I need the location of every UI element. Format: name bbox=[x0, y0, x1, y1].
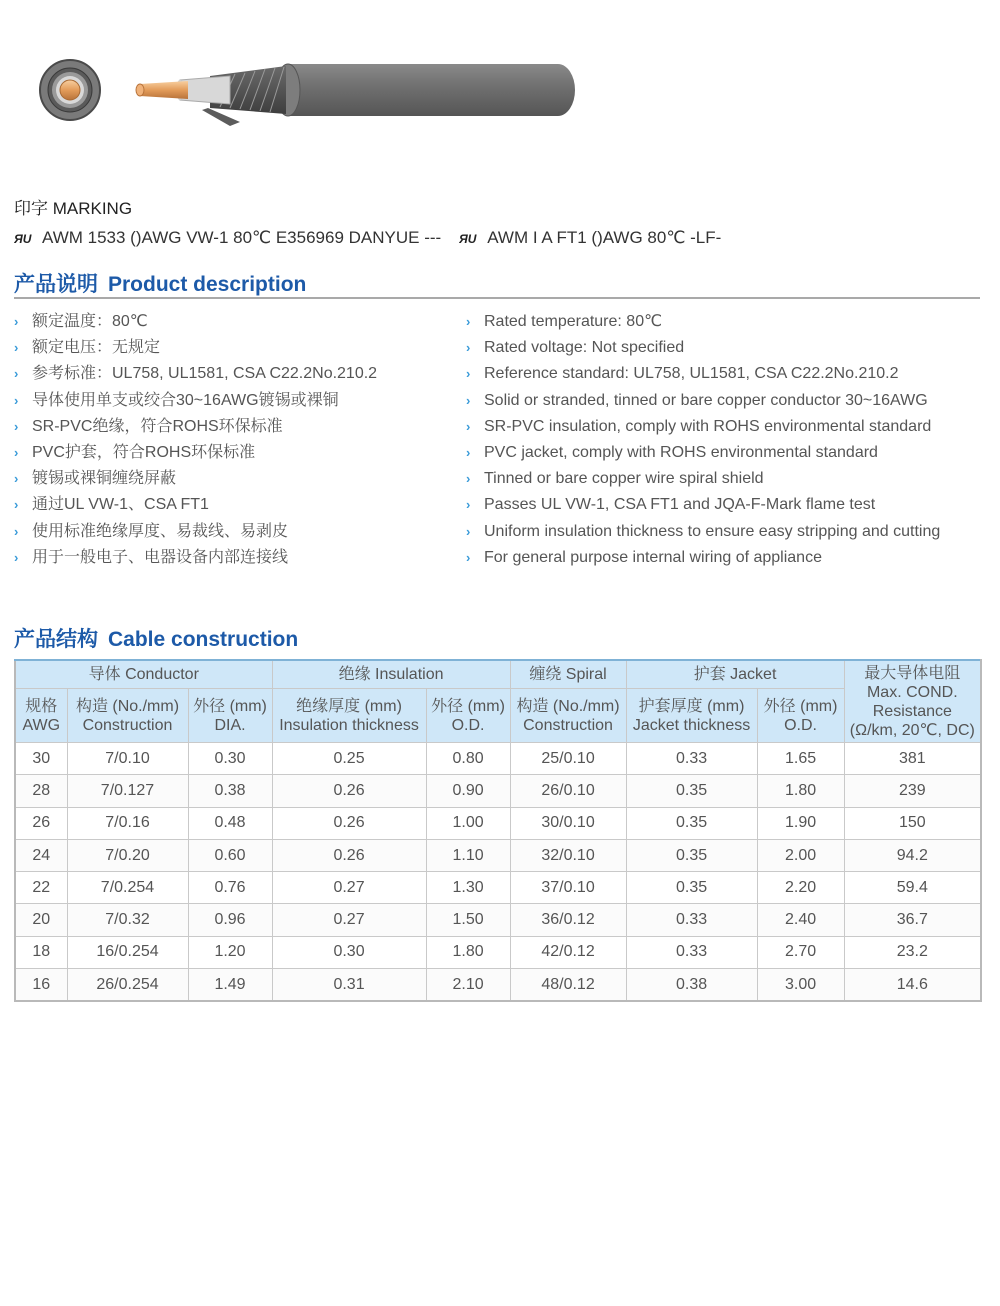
table-row bbox=[15, 872, 981, 904]
column-header bbox=[15, 689, 67, 743]
table-cell: 0.30 bbox=[188, 743, 272, 775]
table-cell: 1.30 bbox=[426, 872, 510, 904]
table-cell: 0.35 bbox=[626, 775, 757, 807]
section-title-zh: 产品说明 bbox=[14, 273, 98, 296]
table-cell: 42/0.12 bbox=[510, 936, 626, 968]
section-title-zh: 产品结构 bbox=[14, 628, 98, 651]
table-cell: 37/0.10 bbox=[510, 872, 626, 904]
table-cell: 22 bbox=[15, 872, 67, 904]
cable-illustration bbox=[30, 50, 590, 140]
description-item bbox=[466, 414, 940, 440]
description-item-text: 镀锡或裸铜缠绕屏蔽 bbox=[32, 470, 177, 488]
table-cell: 1.49 bbox=[188, 969, 272, 1002]
description-list-en bbox=[466, 309, 940, 571]
table-cell: 36.7 bbox=[844, 904, 981, 936]
column-header-en: Construction bbox=[82, 716, 173, 734]
table-cell: 0.38 bbox=[626, 969, 757, 1002]
column-header-zh: 护套厚度 (mm) bbox=[638, 697, 745, 715]
description-item bbox=[14, 492, 377, 518]
ul-logo-icon bbox=[14, 231, 36, 245]
description-item-text: 参考标准：UL758, UL1581, CSA C22.2No.210.2 bbox=[32, 365, 378, 383]
table-row bbox=[15, 807, 981, 839]
group-header-spiral: 缠绕 Spiral bbox=[510, 660, 626, 689]
table-cell: 0.90 bbox=[426, 775, 510, 807]
chevron-right-icon: › bbox=[466, 444, 471, 460]
description-item-text: Rated temperature: 80℃ bbox=[484, 313, 663, 330]
cable-side-view-icon bbox=[136, 64, 575, 126]
chevron-right-icon: › bbox=[14, 340, 19, 356]
table-cell: 0.30 bbox=[272, 936, 426, 968]
column-header-zh: 外径 (mm) bbox=[763, 697, 838, 715]
marking-title: 印字 MARKING bbox=[14, 199, 133, 218]
table-row bbox=[15, 839, 981, 871]
table-cell: 2.40 bbox=[757, 904, 844, 936]
description-item-text: Rated voltage: Not specified bbox=[484, 339, 685, 357]
description-item bbox=[14, 414, 377, 440]
group-header-jacket: 护套 Jacket bbox=[626, 660, 844, 689]
max-resistance-label-zh: 最大导体电阻 bbox=[864, 664, 961, 682]
table-cell: 0.26 bbox=[272, 807, 426, 839]
description-item-text: SR-PVC insulation, comply with ROHS environmental standard bbox=[484, 417, 932, 435]
table-cell: 0.31 bbox=[272, 969, 426, 1002]
column-header bbox=[510, 689, 626, 743]
table-cell: 1.50 bbox=[426, 904, 510, 936]
table-cell: 94.2 bbox=[844, 839, 981, 871]
chevron-right-icon: › bbox=[466, 549, 471, 565]
description-list-zh bbox=[14, 309, 377, 571]
table-cell: 1.20 bbox=[188, 936, 272, 968]
chevron-right-icon: › bbox=[466, 497, 471, 513]
description-item bbox=[14, 440, 377, 466]
table-cell: 16/0.254 bbox=[67, 936, 188, 968]
column-header-en: Insulation thickness bbox=[279, 716, 419, 734]
description-item-text: Reference standard: UL758, UL1581, CSA C22.2No.210.2 bbox=[484, 365, 899, 383]
column-header bbox=[626, 689, 757, 743]
chevron-right-icon: › bbox=[466, 340, 471, 356]
max-resistance-unit: (Ω/km, 20℃, DC) bbox=[849, 721, 975, 739]
description-item-text: 额定电压：无规定 bbox=[32, 339, 161, 357]
table-cell: 23.2 bbox=[844, 936, 981, 968]
table-cell: 26/0.10 bbox=[510, 775, 626, 807]
table-cell: 7/0.16 bbox=[67, 807, 188, 839]
table-cell: 0.38 bbox=[188, 775, 272, 807]
column-header bbox=[272, 689, 426, 743]
table-cell: 0.33 bbox=[626, 743, 757, 775]
table-cell: 7/0.254 bbox=[67, 872, 188, 904]
table-row bbox=[15, 904, 981, 936]
column-header-zh: 外径 (mm) bbox=[193, 697, 267, 715]
table-cell: 0.35 bbox=[626, 872, 757, 904]
column-header bbox=[67, 689, 188, 743]
column-header-zh: 规格 bbox=[25, 697, 58, 715]
chevron-right-icon: › bbox=[466, 471, 471, 487]
chevron-right-icon: › bbox=[14, 523, 19, 539]
table-cell: 0.48 bbox=[188, 807, 272, 839]
column-header bbox=[426, 689, 510, 743]
column-header-en: DIA. bbox=[214, 716, 246, 734]
product-description-title bbox=[14, 268, 306, 298]
table-cell: 0.76 bbox=[188, 872, 272, 904]
table-cell: 59.4 bbox=[844, 872, 981, 904]
description-item-text: 用于一般电子、电器设备内部连接线 bbox=[32, 548, 289, 566]
table-cell: 16 bbox=[15, 969, 67, 1002]
table-cell: 0.27 bbox=[272, 904, 426, 936]
table-cell: 1.65 bbox=[757, 743, 844, 775]
chevron-right-icon: › bbox=[14, 471, 19, 487]
chevron-right-icon: › bbox=[14, 418, 19, 434]
table-cell: 2.70 bbox=[757, 936, 844, 968]
group-header-insulation: 绝缘 Insulation bbox=[272, 660, 510, 689]
ul-logo-icon bbox=[459, 231, 481, 245]
description-item-text: Uniform insulation thickness to ensure easy stripping and cutting bbox=[484, 522, 941, 540]
table-cell: 48/0.12 bbox=[510, 969, 626, 1002]
table-cell: 26 bbox=[15, 807, 67, 839]
max-resistance-label-en-1: Max. COND. bbox=[866, 683, 958, 701]
description-item bbox=[466, 361, 940, 387]
chevron-right-icon: › bbox=[466, 314, 471, 329]
column-header-en: AWG bbox=[22, 716, 61, 734]
svg-text:ЯU: ЯU bbox=[459, 232, 477, 245]
description-item-text: Solid or stranded, tinned or bare copper conductor 30~16AWG bbox=[484, 391, 928, 409]
svg-text:ЯU: ЯU bbox=[14, 232, 32, 245]
description-item bbox=[466, 545, 940, 571]
description-item-text: PVC jacket, comply with ROHS environmental standard bbox=[484, 443, 878, 461]
description-item bbox=[466, 309, 940, 335]
marking-text-2: AWM I A FT1 ()AWG 80℃ -LF- bbox=[487, 228, 722, 247]
column-header-zh: 外径 (mm) bbox=[431, 697, 505, 715]
max-resistance-label-en-2: Resistance bbox=[872, 702, 952, 720]
table-cell: 1.80 bbox=[757, 775, 844, 807]
table-cell: 24 bbox=[15, 839, 67, 871]
table-cell: 7/0.10 bbox=[67, 743, 188, 775]
column-header-en: Jacket thickness bbox=[632, 716, 751, 734]
section-divider bbox=[14, 297, 980, 299]
chevron-right-icon: › bbox=[14, 444, 19, 460]
table-cell: 7/0.127 bbox=[67, 775, 188, 807]
chevron-right-icon: › bbox=[14, 366, 19, 382]
chevron-right-icon: › bbox=[14, 392, 19, 408]
group-header-max-resistance bbox=[844, 660, 981, 743]
description-item bbox=[14, 361, 377, 387]
column-header bbox=[757, 689, 844, 743]
chevron-right-icon: › bbox=[466, 366, 471, 382]
description-item bbox=[14, 388, 377, 414]
chevron-right-icon: › bbox=[466, 523, 471, 539]
description-item bbox=[14, 545, 377, 571]
description-item bbox=[466, 440, 940, 466]
column-header-en: Construction bbox=[523, 716, 613, 734]
description-item-text: 导体使用单支或绞合30~16AWG镀锡或裸铜 bbox=[32, 391, 339, 409]
table-row bbox=[15, 775, 981, 807]
group-header-conductor: 导体 Conductor bbox=[15, 660, 272, 689]
column-header-zh: 构造 (No./mm) bbox=[516, 697, 620, 715]
table-cell: 32/0.10 bbox=[510, 839, 626, 871]
table-cell: 18 bbox=[15, 936, 67, 968]
chevron-right-icon: › bbox=[14, 549, 19, 565]
description-item-text: Tinned or bare copper wire spiral shield bbox=[484, 470, 764, 488]
description-item bbox=[466, 388, 940, 414]
column-header bbox=[188, 689, 272, 743]
table-row bbox=[15, 743, 981, 775]
description-item bbox=[14, 335, 377, 361]
description-item bbox=[14, 519, 377, 545]
table-cell: 239 bbox=[844, 775, 981, 807]
marking-line bbox=[14, 228, 721, 248]
table-row bbox=[15, 969, 981, 1002]
table-cell: 14.6 bbox=[844, 969, 981, 1002]
table-cell: 0.60 bbox=[188, 839, 272, 871]
table-cell: 30 bbox=[15, 743, 67, 775]
table-cell: 150 bbox=[844, 807, 981, 839]
description-item bbox=[14, 466, 377, 492]
description-item bbox=[466, 492, 940, 518]
column-header-en: O.D. bbox=[784, 716, 817, 734]
description-item-text: Passes UL VW-1, CSA FT1 and JQA-F-Mark flame test bbox=[484, 496, 876, 514]
chevron-right-icon: › bbox=[14, 497, 19, 513]
section-title-en: Cable construction bbox=[108, 628, 299, 651]
table-cell: 0.27 bbox=[272, 872, 426, 904]
table-cell: 20 bbox=[15, 904, 67, 936]
column-header-en: O.D. bbox=[451, 716, 485, 734]
cable-construction-title bbox=[14, 623, 298, 653]
description-item-text: 使用标准绝缘厚度、易裁线、易剥皮 bbox=[32, 522, 289, 540]
table-cell: 25/0.10 bbox=[510, 743, 626, 775]
table-cell: 7/0.20 bbox=[67, 839, 188, 871]
table-cell: 0.33 bbox=[626, 936, 757, 968]
table-cell: 2.00 bbox=[757, 839, 844, 871]
description-item-text: PVC护套，符合ROHS环保标准 bbox=[32, 443, 256, 461]
table-cell: 1.00 bbox=[426, 807, 510, 839]
description-item bbox=[466, 466, 940, 492]
description-item bbox=[466, 519, 940, 545]
table-cell: 1.80 bbox=[426, 936, 510, 968]
column-header-zh: 构造 (No./mm) bbox=[75, 697, 180, 715]
chevron-right-icon: › bbox=[14, 314, 19, 329]
table-cell: 381 bbox=[844, 743, 981, 775]
table-cell: 26/0.254 bbox=[67, 969, 188, 1002]
section-title-en: Product description bbox=[108, 273, 307, 296]
chevron-right-icon: › bbox=[466, 418, 471, 434]
description-item bbox=[466, 335, 940, 361]
table-cell: 0.35 bbox=[626, 839, 757, 871]
description-item-text: 通过UL VW-1、CSA FT1 bbox=[32, 496, 209, 514]
description-item-text: 额定温度：80℃ bbox=[32, 313, 148, 330]
table-cell: 1.90 bbox=[757, 807, 844, 839]
table-cell: 0.80 bbox=[426, 743, 510, 775]
table-cell: 28 bbox=[15, 775, 67, 807]
cable-construction-table bbox=[14, 659, 982, 1002]
table-cell: 0.35 bbox=[626, 807, 757, 839]
chevron-right-icon: › bbox=[466, 392, 471, 408]
description-item-text: For general purpose internal wiring of appliance bbox=[484, 548, 822, 566]
table-row bbox=[15, 936, 981, 968]
table-cell: 3.00 bbox=[757, 969, 844, 1002]
table-cell: 30/0.10 bbox=[510, 807, 626, 839]
description-item bbox=[14, 309, 377, 335]
column-header-zh: 绝缘厚度 (mm) bbox=[296, 697, 402, 715]
table-cell: 36/0.12 bbox=[510, 904, 626, 936]
table-cell: 0.33 bbox=[626, 904, 757, 936]
table-cell: 0.96 bbox=[188, 904, 272, 936]
table-cell: 1.10 bbox=[426, 839, 510, 871]
table-cell: 2.10 bbox=[426, 969, 510, 1002]
table-cell: 2.20 bbox=[757, 872, 844, 904]
marking-text-1: AWM 1533 ()AWG VW-1 80℃ E356969 DANYUE --- bbox=[42, 228, 442, 247]
table-cell: 7/0.32 bbox=[67, 904, 188, 936]
description-item-text: SR-PVC绝缘，符合ROHS环保标准 bbox=[32, 417, 283, 435]
table-cell: 0.25 bbox=[272, 743, 426, 775]
table-cell: 0.26 bbox=[272, 839, 426, 871]
cross-section-icon bbox=[40, 60, 100, 120]
table-cell: 0.26 bbox=[272, 775, 426, 807]
